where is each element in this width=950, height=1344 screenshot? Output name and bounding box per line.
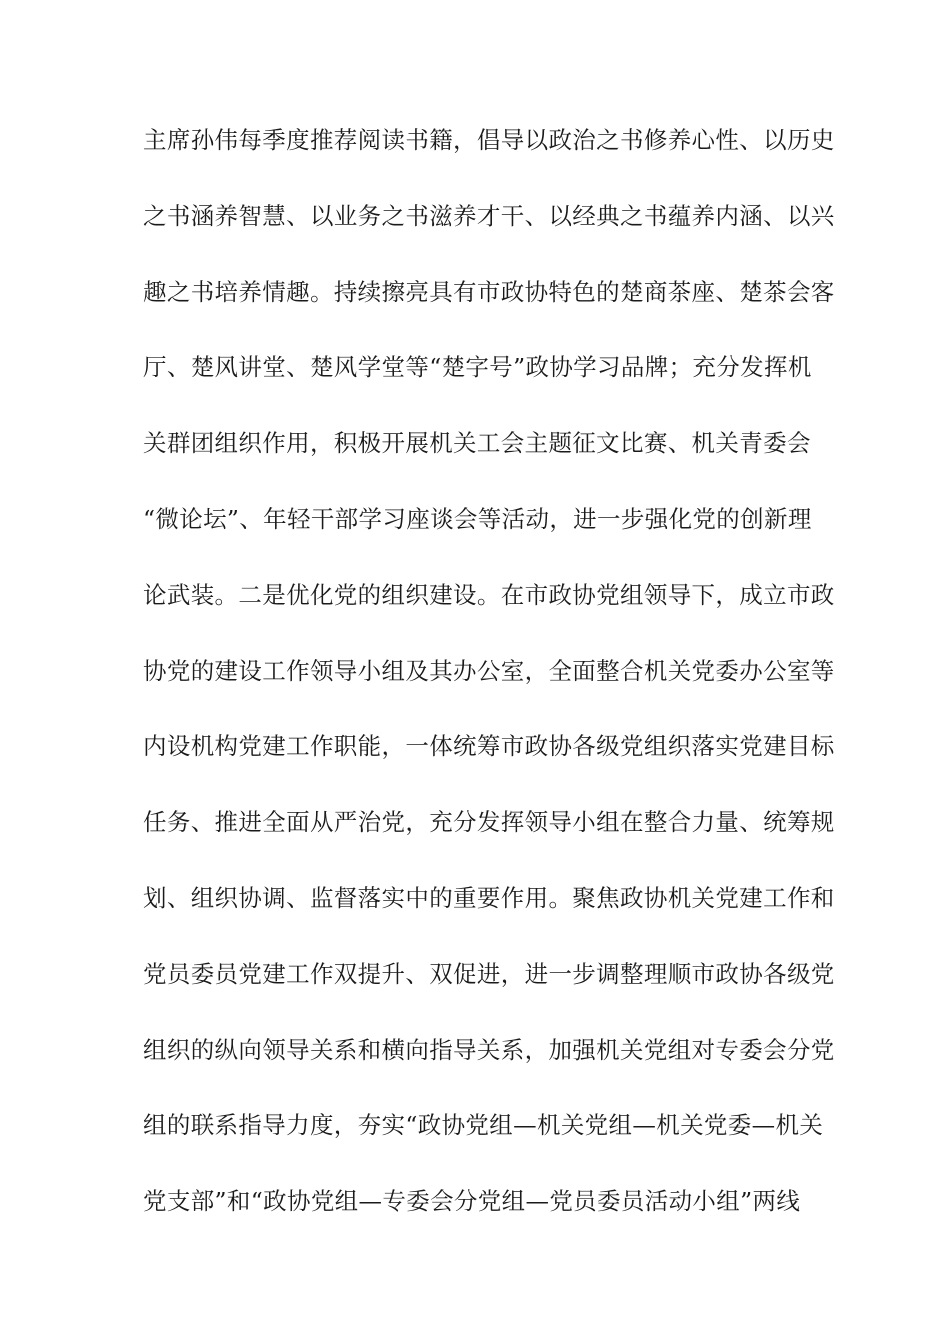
body-text <box>143 121 835 1258</box>
text-line: 论武装。二是优化党的组织建设。在市政协党组领导下，成立市政 <box>143 580 835 609</box>
text-line: 主席孙伟每季度推荐阅读书籍，倡导以政治之书修养心性、以历史 <box>143 126 835 154</box>
text-line: 组的联系指导力度，夯实“政协党组—机关党组—机关党委—机关 <box>143 1111 824 1140</box>
text-line: 组织的纵向领导关系和横向指导关系，加强机关党组对专委会分党 <box>143 1035 835 1064</box>
text-line: 协党的建设工作领导小组及其办公室，全面整合机关党委办公室等 <box>143 656 835 685</box>
text-line: “微论坛”、年轻干部学习座谈会等活动，进一步强化党的创新理 <box>143 504 812 533</box>
text-line: 党支部”和“政协党组—专委会分党组—党员委员活动小组”两线 <box>143 1187 801 1216</box>
text-line: 之书涵养智慧、以业务之书滋养才干、以经典之书蕴养内涵、以兴 <box>143 201 835 230</box>
text-line: 党员委员党建工作双提升、双促进，进一步调整理顺市政协各级党 <box>143 959 835 988</box>
text-line: 厅、楚风讲堂、楚风学堂等“楚字号”政协学习品牌；充分发挥机 <box>143 353 812 382</box>
text-line: 趣之书培养情趣。持续擦亮具有市政协特色的楚商茶座、楚茶会客 <box>143 277 835 306</box>
text-line: 划、组织协调、监督落实中的重要作用。聚焦政协机关党建工作和 <box>143 883 835 912</box>
text-line: 任务、推进全面从严治党，充分发挥领导小组在整合力量、统筹规 <box>143 808 835 837</box>
text-line: 关群团组织作用，积极开展机关工会主题征文比赛、机关青委会 <box>143 429 811 458</box>
text-line: 内设机构党建工作职能，一体统筹市政协各级党组织落实党建目标 <box>143 732 835 761</box>
